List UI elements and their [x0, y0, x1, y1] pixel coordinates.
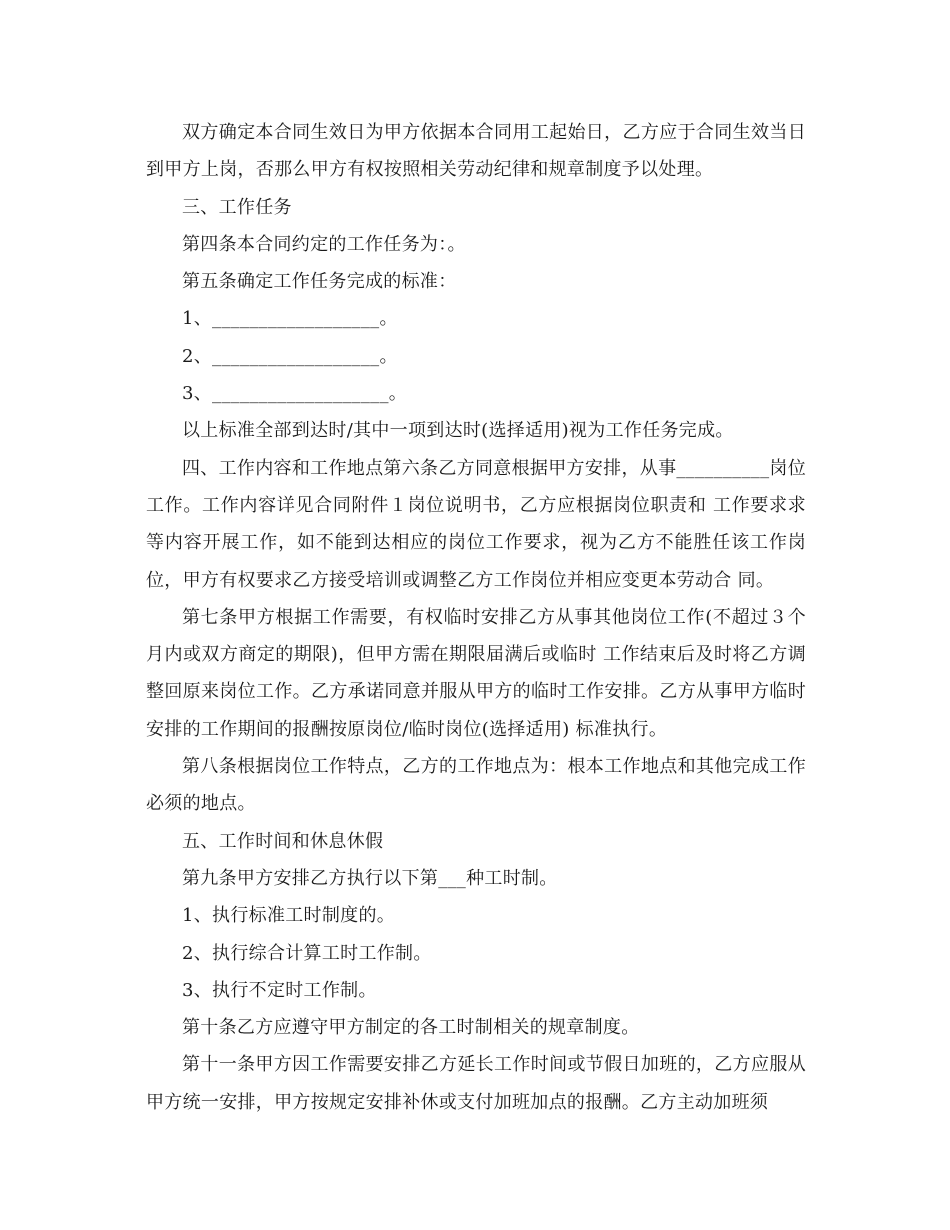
- paragraph-standards-completion: 以上标准全部到达时/其中一项到达时(选择适用)视为工作任务完成。: [182, 420, 734, 442]
- article-4: 第四条本合同约定的工作任务为：。: [182, 233, 466, 255]
- article-11: 第十一条甲方因工作需要安排乙方延长工作时间或节假日加班的，乙方应服从甲方统一安排，甲方按规定安排补休或支付加班加点的报酬。乙方主动加班须: [146, 1054, 806, 1113]
- article-6: 四、工作内容和工作地点第六条乙方同意根据甲方安排，从事__________岗位工作。工作内容详见合同附件１岗位说明书，乙方应根据岗位职责和 工作要求求等内容开展工作，如不能到达相应的岗位工作要求，视为乙方不能胜任该工作岗位，甲方有权要求乙方接受培训或调整乙方工作岗位并相应变更本劳动合 同。: [146, 457, 806, 591]
- heading-work-tasks: 三、工作任务: [182, 196, 292, 218]
- standard-item-2: 2、__________________。: [182, 345, 398, 367]
- hours-item-3: 3、执行不定时工作制。: [182, 979, 377, 1001]
- hours-item-2: 2、执行综合计算工时工作制。: [182, 942, 432, 964]
- article-7: 第七条甲方根据工作需要，有权临时安排乙方从事其他岗位工作(不超过３个月内或双方商定的期限)，但甲方需在期限届满后或临时 工作结束后及时将乙方调整回原来岗位工作。乙方承诺同意并服从甲方的临时工作安排。乙方从事甲方临时安排的工作期间的报酬按原岗位/临时岗位(选择适用) 标准执行。: [146, 606, 806, 740]
- paragraph-effective-date: 双方确定本合同生效日为甲方依据本合同用工起始日，乙方应于合同生效当日到甲方上岗，否那么甲方有权按照相关劳动纪律和规章制度予以处理。: [146, 122, 806, 181]
- hours-item-1: 1、执行标准工时制度的。: [182, 905, 396, 927]
- heading-work-hours: 五、工作时间和休息休假: [182, 830, 384, 852]
- standard-item-1: 1、__________________。: [182, 308, 398, 330]
- article-9: 第九条甲方安排乙方执行以下第___种工时制。: [182, 867, 558, 889]
- article-5: 第五条确定工作任务完成的标准：: [182, 271, 457, 293]
- article-8: 第八条根据岗位工作特点，乙方的工作地点为：根本工作地点和其他完成工作必须的地点。: [146, 756, 806, 815]
- document-body: [146, 114, 806, 1121]
- standard-item-3: 3、___________________。: [182, 383, 408, 405]
- article-10: 第十条乙方应遵守甲方制定的各工时制相关的规章制度。: [182, 1017, 640, 1039]
